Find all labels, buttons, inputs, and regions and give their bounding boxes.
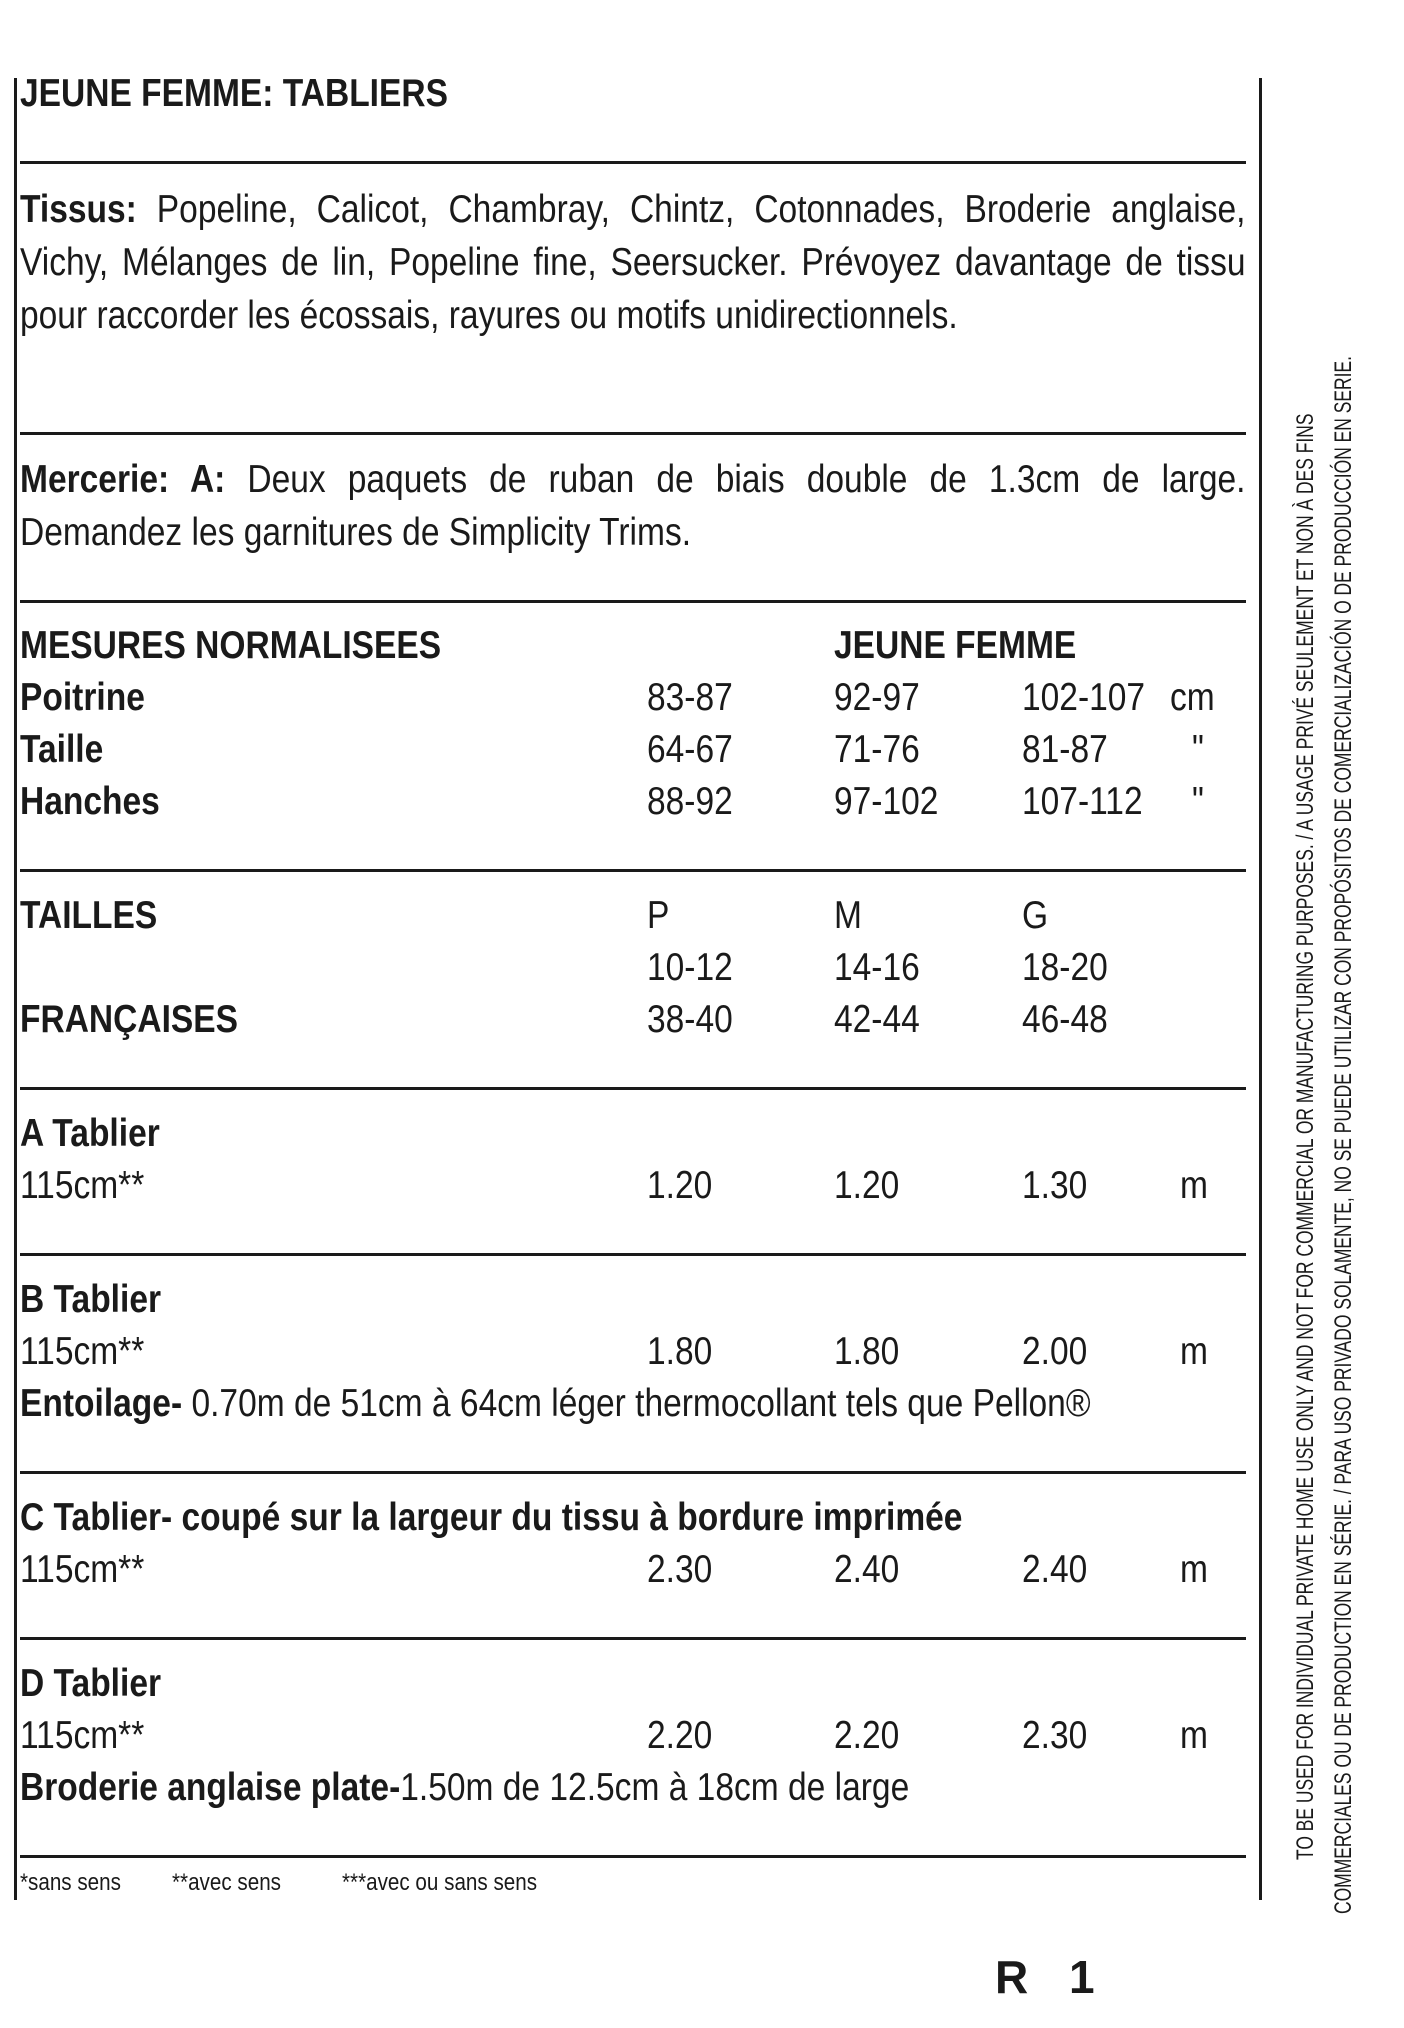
measure-value: 92-97 <box>834 676 920 719</box>
usage-disclaimer-line1: TO BE USED FOR INDIVIDUAL PRIVATE HOME USE ONLY AND NOT FOR COMMERCIAL OR MANUFACTURING PURPOSES. / A USAGE PRIVÉ SEULEMENT ET NON À DES FINS <box>1292 413 1319 1860</box>
measure-unit: cm <box>1170 676 1215 719</box>
interfacing-note <box>20 1382 1091 1426</box>
measure-label: Poitrine <box>20 676 145 719</box>
tissus-text: Popeline, Calicot, Chambray, Chintz, Cotonnades, Broderie anglaise, Vichy, Mélanges de lin, Popeline fine, Seersucker. Prévoyez davantage de tissu pour raccorder les écossais, rayures ou motifs unidirectionnels. <box>20 188 1246 337</box>
yardage-value: 2.20 <box>647 1714 713 1757</box>
yardage-unit: m <box>1180 1330 1208 1373</box>
measure-value: 97-102 <box>834 780 939 823</box>
mercerie-label: Mercerie: A: <box>20 458 226 501</box>
measure-unit: " <box>1192 780 1204 823</box>
size-letter: P <box>647 894 670 937</box>
yardage-value: 2.40 <box>834 1548 900 1591</box>
measure-unit: " <box>1192 728 1204 771</box>
divider <box>20 1471 1246 1474</box>
page-title: JEUNE FEMME: TABLIERS <box>20 72 448 115</box>
size-letter: G <box>1022 894 1049 937</box>
size-letter: M <box>834 894 862 937</box>
yardage-value: 1.80 <box>647 1330 713 1373</box>
view-c-title: C Tablier- coupé sur la largeur du tissu à bordure imprimée <box>20 1496 963 1539</box>
french-size: 38-40 <box>647 998 733 1041</box>
yardage-value: 2.20 <box>834 1714 900 1757</box>
usage-disclaimer-line2: COMMERCIALES OU DE PRODUCTION EN SÉRIE. / PARA USO PRIVADO SOLAMENTE, NO SE PUEDE UTILIZAR CON PROPÓSITOS DE COMERCIALIZACIÓN O DE PRODUCCIÓN EN SERIE. <box>1330 356 1357 1915</box>
trim-text: 1.50m de 12.5cm à 18cm de large <box>400 1766 910 1809</box>
divider <box>20 1087 1246 1090</box>
french-size: 46-48 <box>1022 998 1108 1041</box>
footnote: ***avec ou sans sens <box>342 1869 538 1896</box>
tailles-label: TAILLES <box>20 894 158 937</box>
measure-label: Taille <box>20 728 104 771</box>
yardage-value: 1.20 <box>834 1164 900 1207</box>
measure-value: 107-112 <box>1022 780 1143 823</box>
measure-value: 71-76 <box>834 728 920 771</box>
size-range: 18-20 <box>1022 946 1108 989</box>
yardage-unit: m <box>1180 1714 1208 1757</box>
size-range: 10-12 <box>647 946 733 989</box>
tissus-paragraph <box>20 183 1246 342</box>
yardage-unit: m <box>1180 1548 1208 1591</box>
francaises-label: FRANÇAISES <box>20 998 239 1041</box>
size-range: 14-16 <box>834 946 920 989</box>
fabric-width: 115cm** <box>20 1714 145 1757</box>
measure-value: 102-107 <box>1022 676 1146 719</box>
mercerie-text: Deux paquets de ruban de biais double de 1.3cm de large. Demandez les garnitures de Simplicity Trims. <box>20 458 1246 554</box>
yardage-value: 1.30 <box>1022 1164 1088 1207</box>
french-size: 42-44 <box>834 998 920 1041</box>
mercerie-paragraph <box>20 453 1246 559</box>
divider <box>20 432 1246 435</box>
fabric-width: 115cm** <box>20 1330 145 1373</box>
interfacing-label: Entoilage- <box>20 1382 183 1425</box>
page-number: R 1 <box>995 1951 1109 2003</box>
yardage-value: 2.30 <box>647 1548 713 1591</box>
measure-label: Hanches <box>20 780 160 823</box>
fabric-width: 115cm** <box>20 1164 145 1207</box>
view-a-title: A Tablier <box>20 1112 160 1155</box>
footnote: *sans sens <box>20 1869 121 1896</box>
measure-value: 88-92 <box>647 780 733 823</box>
mesures-header: MESURES NORMALISEES <box>20 624 442 667</box>
trim-label: Broderie anglaise plate- <box>20 1766 401 1809</box>
yardage-value: 2.40 <box>1022 1548 1088 1591</box>
yardage-value: 1.80 <box>834 1330 900 1373</box>
divider <box>20 869 1246 872</box>
view-d-title: D Tablier <box>20 1662 162 1705</box>
size-group-header: JEUNE FEMME <box>834 624 1077 667</box>
yardage-value: 1.20 <box>647 1164 713 1207</box>
divider <box>20 161 1246 164</box>
view-b-title: B Tablier <box>20 1278 162 1321</box>
divider <box>20 1253 1246 1256</box>
yardage-unit: m <box>1180 1164 1208 1207</box>
tissus-label: Tissus: <box>20 188 137 231</box>
right-border-rule <box>1259 78 1262 1900</box>
divider <box>20 1855 1246 1858</box>
footnote: **avec sens <box>172 1869 282 1896</box>
yardage-value: 2.00 <box>1022 1330 1088 1373</box>
measure-value: 64-67 <box>647 728 733 771</box>
divider <box>20 1637 1246 1640</box>
interfacing-text: 0.70m de 51cm à 64cm léger thermocollant tels que Pellon® <box>182 1382 1091 1425</box>
divider <box>20 600 1246 603</box>
measure-value: 83-87 <box>647 676 733 719</box>
trim-note <box>20 1766 909 1810</box>
fabric-width: 115cm** <box>20 1548 145 1591</box>
measure-value: 81-87 <box>1022 728 1108 771</box>
yardage-value: 2.30 <box>1022 1714 1088 1757</box>
left-border-rule <box>14 78 17 1900</box>
